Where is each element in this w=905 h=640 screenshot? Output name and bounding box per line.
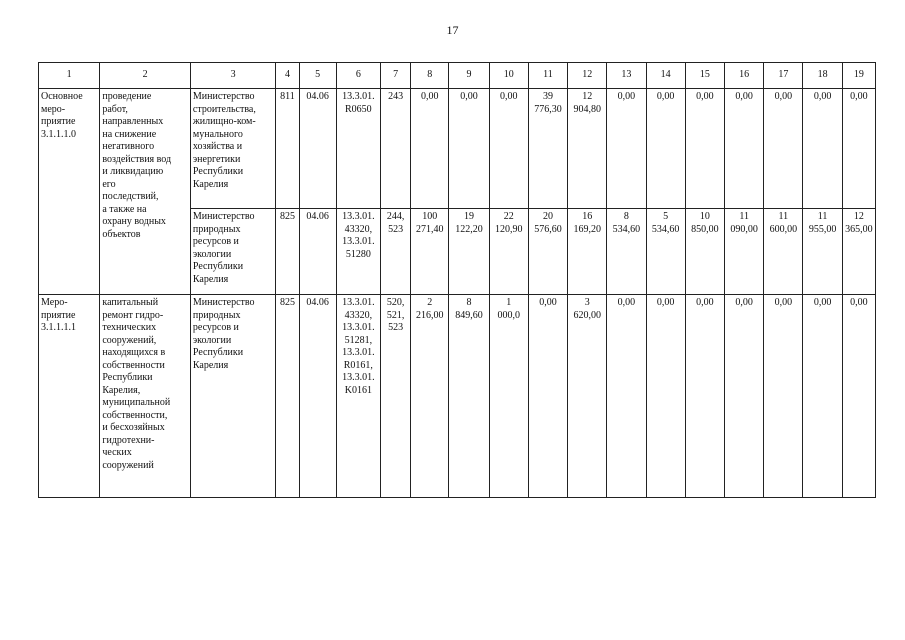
header-cell: 10 — [489, 63, 528, 89]
value-cell: 0,00 — [842, 89, 875, 209]
value-cell: 12 365,00 — [842, 209, 875, 295]
value-cell: 0,00 — [607, 295, 646, 498]
header-cell: 7 — [380, 63, 410, 89]
value-cell: 11 090,00 — [725, 209, 764, 295]
header-cell: 2 — [100, 63, 191, 89]
value-cell: 10 850,00 — [685, 209, 724, 295]
header-cell: 12 — [568, 63, 607, 89]
header-cell: 16 — [725, 63, 764, 89]
header-cell: 18 — [803, 63, 842, 89]
header-row — [39, 63, 876, 89]
value-cell: 20 576,60 — [528, 209, 567, 295]
executor: Министерство строительства, жилищно-ком- мунального хозяйства и энергетики Республики Карелия — [190, 89, 276, 209]
value-cell: 0,00 — [607, 89, 646, 209]
activity-description: капитальный ремонт гидро- технических сооружений, находящихся в собственности Республики Карелия, муниципальной собственности, и бесхозяйных гидротехни- ческих сооружений — [100, 295, 191, 498]
target-article: 13.3.01. 43320, 13.3.01. 51281, 13.3.01. R0161, 13.3.01. K0161 — [336, 295, 380, 498]
value-cell: 0,00 — [764, 295, 803, 498]
value-cell: 16 169,20 — [568, 209, 607, 295]
header-cell: 14 — [646, 63, 685, 89]
header-cell: 6 — [336, 63, 380, 89]
value-cell: 19 122,20 — [449, 209, 489, 295]
header-cell: 8 — [411, 63, 449, 89]
value-cell: 5 534,60 — [646, 209, 685, 295]
expense-type: 520, 521, 523 — [380, 295, 410, 498]
header-cell: 3 — [190, 63, 276, 89]
expense-type: 243 — [380, 89, 410, 209]
header-cell: 1 — [39, 63, 100, 89]
target-article: 13.3.01. 43320, 13.3.01. 51280 — [336, 209, 380, 295]
value-cell: 11 600,00 — [764, 209, 803, 295]
grbs-code: 825 — [276, 209, 299, 295]
value-cell: 0,00 — [449, 89, 489, 209]
grbs-code: 825 — [276, 295, 299, 498]
value-cell: 0,00 — [646, 89, 685, 209]
value-cell: 0,00 — [764, 89, 803, 209]
value-cell: 0,00 — [803, 89, 842, 209]
grbs-code: 811 — [276, 89, 299, 209]
value-cell: 0,00 — [489, 89, 528, 209]
header-cell: 19 — [842, 63, 875, 89]
value-cell: 0,00 — [411, 89, 449, 209]
activity-code: Меро- приятие 3.1.1.1.1 — [39, 295, 100, 498]
section-code: 04.06 — [299, 89, 336, 209]
value-cell: 100 271,40 — [411, 209, 449, 295]
value-cell: 8 534,60 — [607, 209, 646, 295]
activity-code: Основное меро- приятие 3.1.1.1.0 — [39, 89, 100, 295]
section-code: 04.06 — [299, 295, 336, 498]
value-cell: 1 000,0 — [489, 295, 528, 498]
header-cell: 17 — [764, 63, 803, 89]
value-cell: 0,00 — [685, 295, 724, 498]
value-cell: 11 955,00 — [803, 209, 842, 295]
value-cell: 0,00 — [685, 89, 724, 209]
value-cell: 0,00 — [842, 295, 875, 498]
executor: Министерство природных ресурсов и экологии Республики Карелия — [190, 209, 276, 295]
header-cell: 15 — [685, 63, 724, 89]
budget-table — [38, 62, 876, 498]
expense-type: 244, 523 — [380, 209, 410, 295]
executor: Министерство природных ресурсов и экологии Республики Карелия — [190, 295, 276, 498]
target-article: 13.3.01. R0650 — [336, 89, 380, 209]
value-cell: 0,00 — [725, 295, 764, 498]
value-cell: 22 120,90 — [489, 209, 528, 295]
value-cell: 39 776,30 — [528, 89, 567, 209]
value-cell: 0,00 — [803, 295, 842, 498]
header-cell: 11 — [528, 63, 567, 89]
value-cell: 0,00 — [725, 89, 764, 209]
value-cell: 0,00 — [646, 295, 685, 498]
header-cell: 13 — [607, 63, 646, 89]
section-code: 04.06 — [299, 209, 336, 295]
table-row — [39, 89, 876, 209]
header-cell: 5 — [299, 63, 336, 89]
page-number: 17 — [446, 23, 459, 37]
table-row — [39, 295, 876, 498]
header-cell: 4 — [276, 63, 299, 89]
value-cell: 2 216,00 — [411, 295, 449, 498]
header-cell: 9 — [449, 63, 489, 89]
value-cell: 3 620,00 — [568, 295, 607, 498]
value-cell: 0,00 — [528, 295, 567, 498]
value-cell: 8 849,60 — [449, 295, 489, 498]
activity-description: проведение работ, направленных на снижение негативного воздействия вод и ликвидацию его последствий, а также на охрану водных объектов — [100, 89, 191, 295]
value-cell: 12 904,80 — [568, 89, 607, 209]
